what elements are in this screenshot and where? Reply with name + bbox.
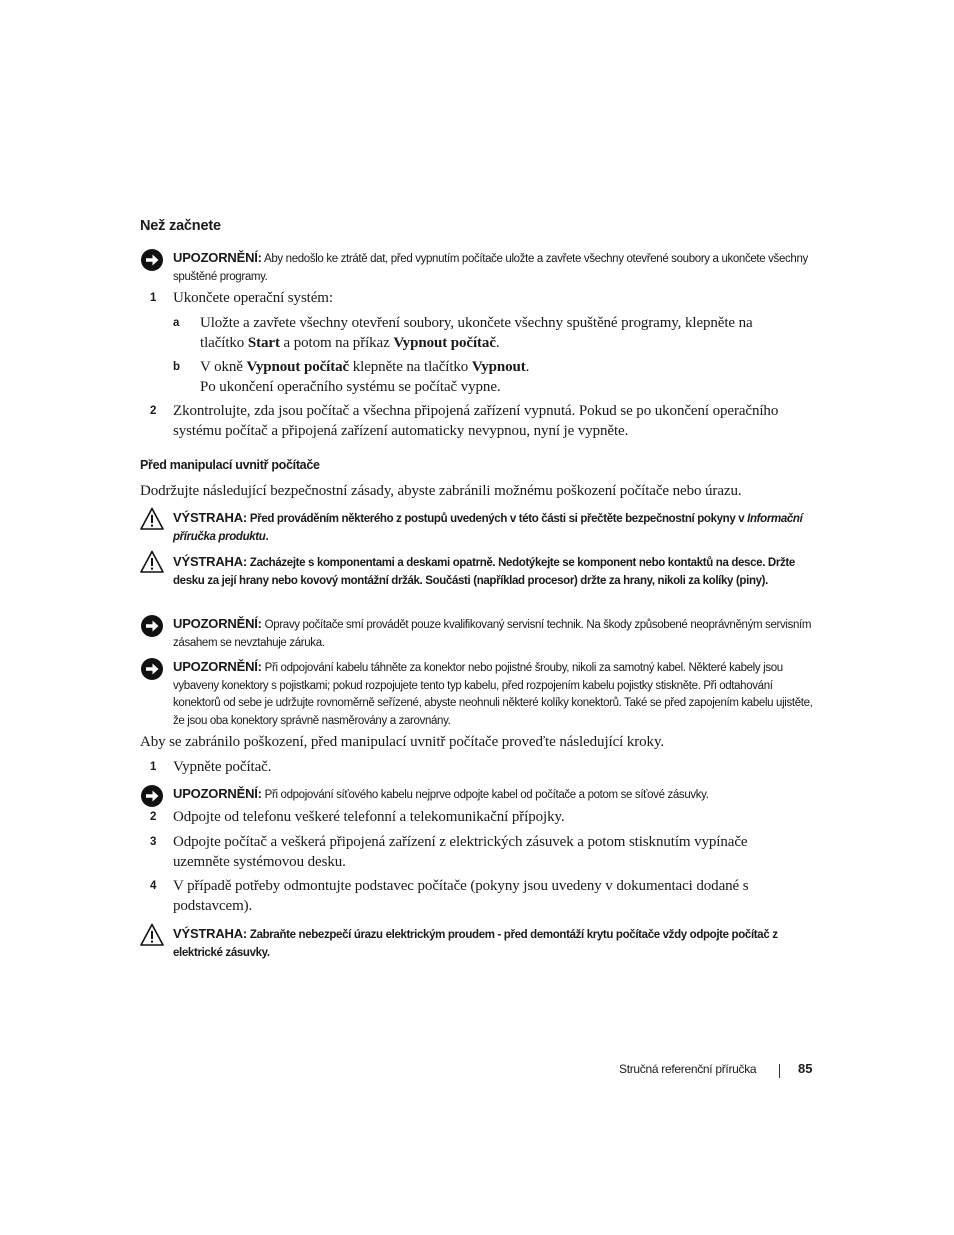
step-text: Odpojte od telefonu veškeré telefonní a telekomunikační přípojky. (173, 809, 565, 825)
step-text: Vypněte počítač. (173, 759, 272, 775)
page-number: 85 (798, 1061, 813, 1076)
warning-triangle-icon (140, 507, 164, 531)
intro-paragraph: Dodržujte následující bezpečnostní zásady, abyste zabránili možnému poškození počítače nebo úrazu. (140, 483, 742, 499)
notice-label: UPOZORNĚNÍ: (173, 250, 262, 265)
warning-label: VÝSTRAHA: (173, 554, 248, 569)
section-title: Než začnete (140, 218, 221, 234)
notice-text: Při odpojování kabelu táhněte za konektor nebo pojistné šrouby, nikoli za samotný kabel. Některé kabely jsou vybaveny konektory s pojistkami; pokud rozpojujete tento typ kabelu, před rozpojením kabelu pojistky stiskněte. Při odtahování konektorů od sebe je udržujte rovnoměrně seřízené, abyste neohnuli některé kolíky konektorů. Také se před zapojením kabelu ujistěte, že jsou oba konektory správně nasměrovány a zarovnány. (173, 662, 813, 727)
warning-label: VÝSTRAHA: (173, 926, 248, 941)
notice-label: UPOZORNĚNÍ: (173, 786, 262, 801)
notice-icon (140, 657, 164, 681)
substep-letter: b (173, 361, 181, 373)
intro-paragraph-2: Aby se zabránilo poškození, před manipulací uvnitř počítače proveďte následující kroky. (140, 734, 665, 750)
subsection-title: Před manipulací uvnitř počítače (140, 458, 320, 472)
warning-doc-title: Informační příručka produktu (173, 513, 803, 543)
step-text: Odpojte počítač a veškerá připojená zařízení z elektrických zásuvek a potom stisknutím vypínače uzemněte systémovou desku. (173, 834, 748, 870)
step-number: 1 (150, 761, 157, 773)
notice-label: UPOZORNĚNÍ: (173, 616, 262, 631)
footer-title: Stručná referenční příručka (619, 1062, 757, 1076)
step-number: 2 (150, 811, 157, 823)
warning-text: Zabraňte nebezpečí úrazu elektrickým proudem - před demontáží krytu počítače vždy odpojte počítač z elektrické zásuvky. (173, 929, 778, 959)
warning-label: VÝSTRAHA: (173, 510, 248, 525)
warning-triangle-icon (140, 550, 164, 574)
substep-text: Uložte a zavřete všechny otevření soubory, ukončete všechny spuštěné programy, klepněte na tlačítko Start a potom na příkaz Vypnout počítač. (200, 315, 753, 351)
notice-label: UPOZORNĚNÍ: (173, 659, 262, 674)
notice-text: Aby nedošlo ke ztrátě dat, před vypnutím počítače uložte a zavřete všechny otevřené soubory a ukončete všechny spuštěné programy. (173, 253, 808, 283)
step-number: 1 (150, 292, 157, 304)
notice-text: Opravy počítače smí provádět pouze kvalifikovaný servisní technik. Na škody způsobené neoprávněným servisním zásahem se nevztahuje záruka. (173, 619, 812, 649)
notice-text: Při odpojování síťového kabelu nejprve odpojte kabel od počítače a potom se síťové zásuvky. (264, 789, 709, 801)
step-number: 4 (150, 880, 157, 892)
step-text: V případě potřeby odmontujte podstavec počítače (pokyny jsou uvedeny v dokumentaci dodané s podstavcem). (173, 878, 749, 914)
step-number: 2 (150, 405, 157, 417)
step-number: 3 (150, 836, 157, 848)
warning-triangle-icon (140, 923, 164, 947)
notice-icon (140, 248, 164, 272)
substep-letter: a (173, 317, 180, 329)
footer-divider (779, 1064, 780, 1078)
notice-icon (140, 614, 164, 638)
warning-text: Před prováděním některého z postupů uvedených v této části si přečtěte bezpečnostní pokyny v (249, 513, 748, 525)
step-text: Ukončete operační systém: (173, 290, 333, 306)
step-text: Zkontrolujte, zda jsou počítač a všechna připojená zařízení vypnutá. Pokud se po ukončení operačního systému počítač a připojená zařízení automaticky nevypnou, nyní je vypněte. (173, 403, 779, 439)
substep-text: V okně Vypnout počítač klepněte na tlačítko Vypnout. Po ukončení operačního systému se počítač vypne. (200, 359, 530, 395)
notice-icon (140, 784, 164, 808)
warning-text: Zacházejte s komponentami a deskami opatrně. Nedotýkejte se komponent nebo kontaktů na desce. Držte desku za její hrany nebo kovový montážní držák. Součásti (například procesor) držte za hrany, nikoli za kolíky (piny). (173, 557, 795, 587)
